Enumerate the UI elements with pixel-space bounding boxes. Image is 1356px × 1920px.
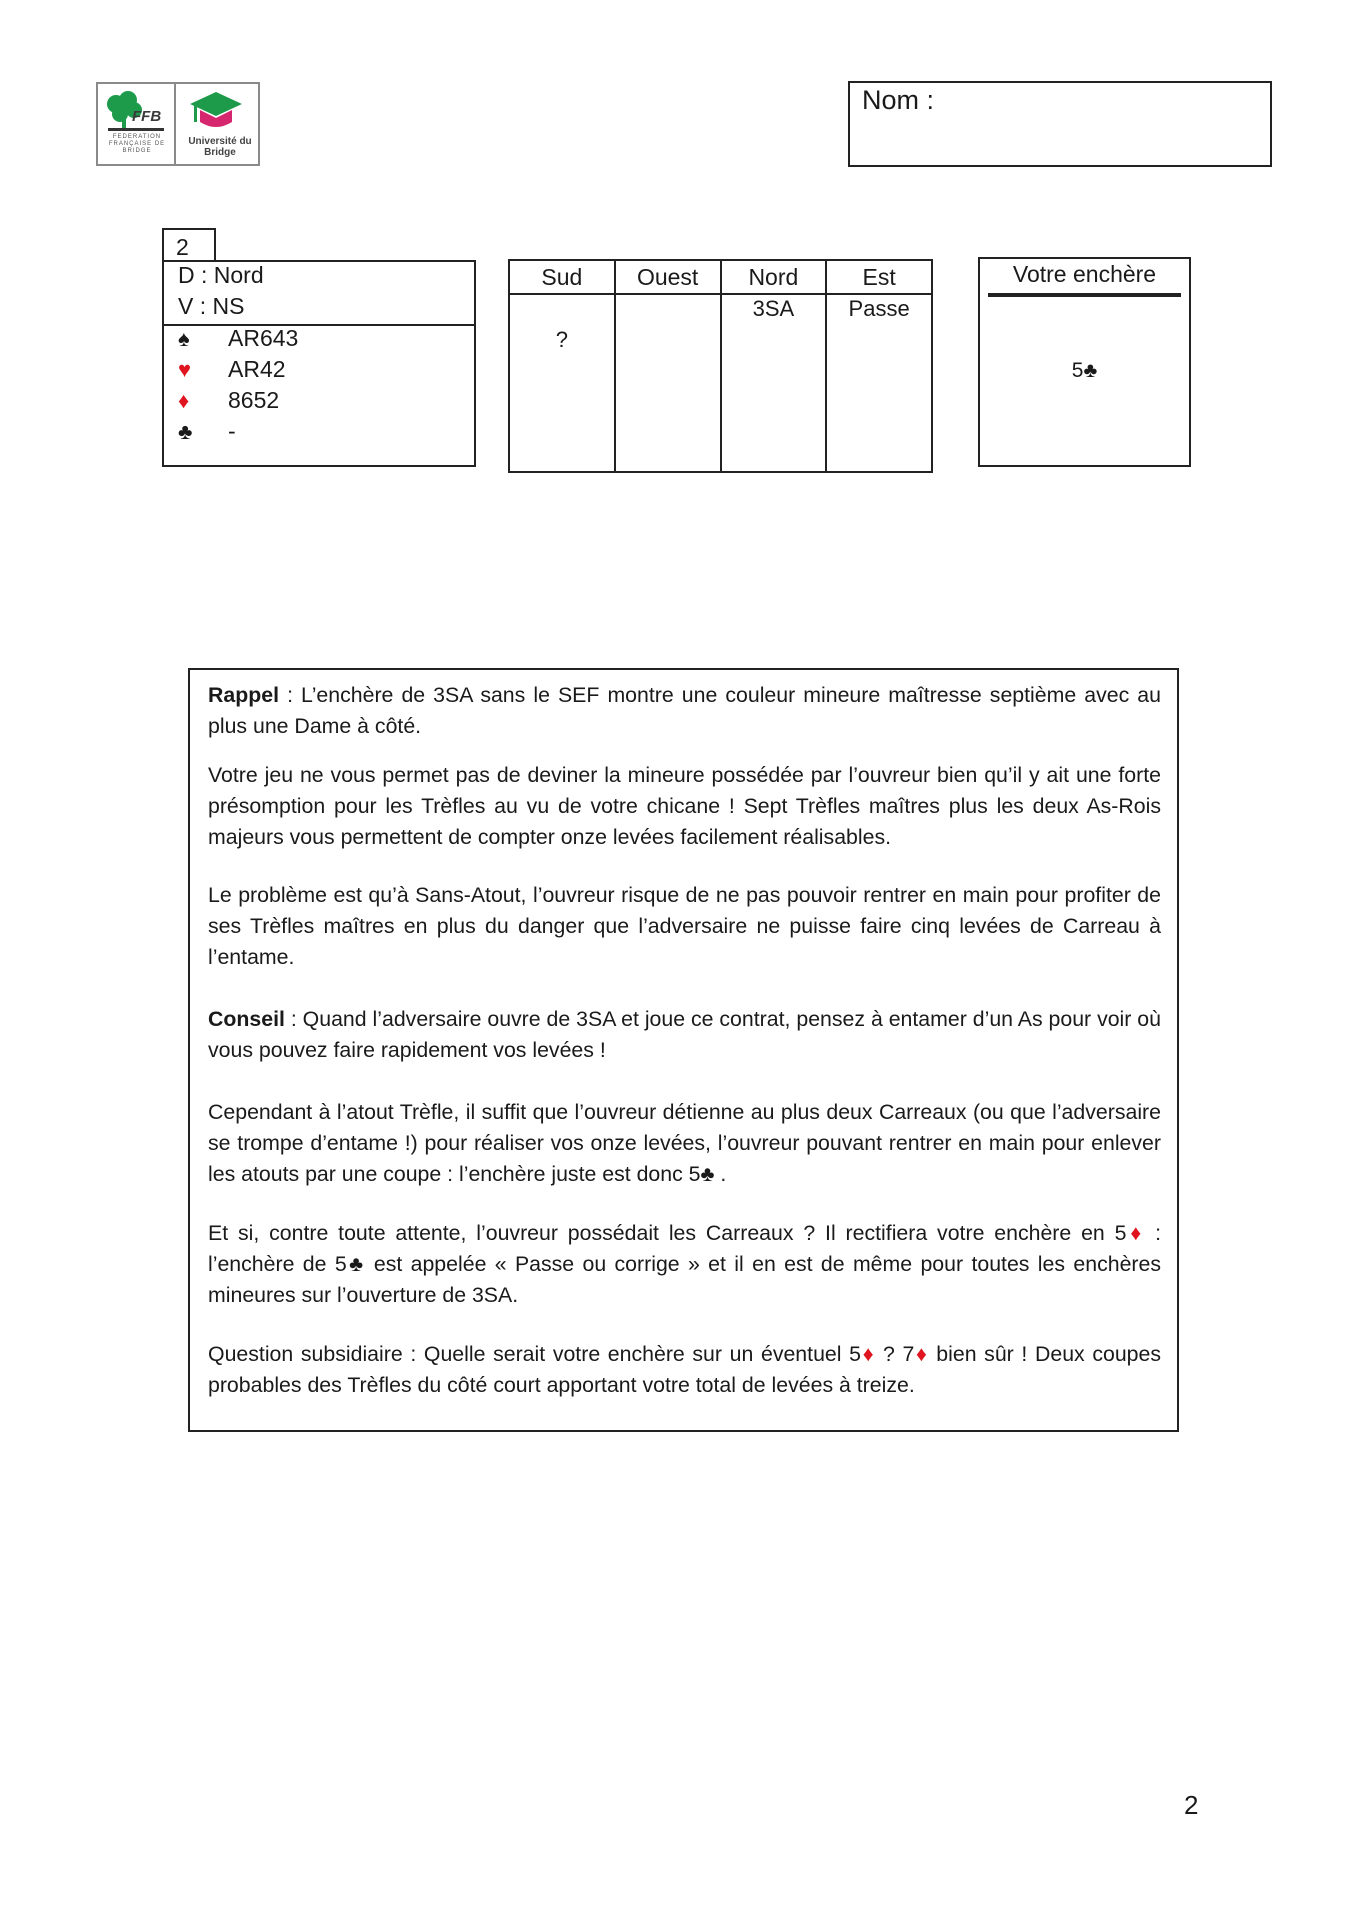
hand-divider [164,324,474,326]
spade-icon: ♠ [178,326,190,351]
p7-text-a: Question subsidiaire : Quelle serait votre enchère sur un éventuel 5 [208,1342,861,1366]
spade-holding: AR643 [228,325,299,351]
conseil-label: Conseil [208,1007,285,1031]
header-sud: Sud [510,261,614,295]
paragraph-2: Votre jeu ne vous permet pas de deviner la mineure possédée par l’ouvreur bien qu’il y ait une forte présomption pour les Trèfles au vu de votre chicane ! Sept Trèfles maîtres plus les deux As-Rois majeurs vous permettent de compter onze levées facilement réalisables. [208,763,1161,849]
nord-bid: 3SA [752,296,795,321]
column-nord [722,261,828,471]
paragraph-rappel [208,680,1161,742]
graduation-cap-icon [188,90,244,134]
answer-box [978,257,1191,467]
paragraph-conseil [208,1004,1161,1066]
header-est: Est [827,261,931,295]
name-field[interactable] [848,81,1272,167]
header-ouest: Ouest [616,261,720,295]
rappel-text: : L’enchère de 3SA sans le SEF montre une couleur mineure maîtresse septième avec au plus une Dame à côté. [208,683,1161,738]
heart-icon: ♥ [178,357,192,382]
ub-logo-part [176,84,258,164]
rappel-label: Rappel [208,683,280,707]
paragraph-6 [208,1218,1161,1311]
p6-text-b: : l’enchère de 5♣ est appelée « Passe ou corrige » et il en est de même pour toutes les enchères mineures sur l’ouverture de 3SA. [208,1221,1161,1307]
hand-box [162,260,476,467]
answer-value: 5♣ [1071,359,1098,382]
header-nord: Nord [722,261,826,295]
answer-underline [988,293,1181,297]
diamond-icon: ♦ [914,1342,929,1366]
conseil-text: : Quand l’adversaire ouvre de 3SA et joue ce contrat, pensez à entamer d’un As pour voir où vous pouvez faire rapidement vos levées ! [208,1007,1161,1062]
p7-text-c: bien sûr ! Deux coupes probables des Trèfles du côté court apportant votre total de levées à treize. [208,1342,1161,1397]
name-label: Nom : [862,85,935,115]
page-number: 2 [1184,1790,1199,1820]
paragraph-3: Le problème est qu’à Sans-Atout, l’ouvreur risque de ne pas pouvoir rentrer en main pour profiter de ses Trèfles maîtres en plus du danger que l’adversaire ne puisse faire cinq levées de Carreau à l’entame. [208,883,1161,969]
club-icon: ♣ [178,419,193,444]
diamond-icon: ♦ [860,1342,876,1366]
board-number: 2 [162,228,216,262]
column-ouest [616,261,722,471]
diamond-icon: ♦ [178,388,190,413]
bidding-table [508,259,933,473]
ub-text: Université du Bridge [188,136,252,158]
vulnerability: V : NS [178,293,245,319]
ffb-logo [96,82,260,166]
ffb-text: FFB [132,108,162,125]
p7-text-b: ? 7 [875,1342,915,1366]
diamond-icon: ♦ [1126,1221,1146,1245]
sud-bid: ? [555,327,568,352]
est-bid: Passe [848,296,910,321]
paragraph-question [208,1339,1161,1401]
ffb-subtitle: FEDERATION FRANÇAISE DE BRIDGE [108,134,166,154]
diamond-holding: 8652 [228,387,280,413]
explanation-box [188,668,1179,1432]
club-holding: - [228,418,236,444]
ffb-logo-part [98,84,176,164]
answer-title: Votre enchère [1012,261,1157,287]
heart-holding: AR42 [228,356,286,382]
column-sud [510,261,616,471]
paragraph-5: Cependant à l’atout Trèfle, il suffit que l’ouvreur détienne au plus deux Carreaux (ou que l’adversaire se trompe d’entame !) pour réaliser vos onze levées, l’ouvreur pouvant rentrer en main pour enlever les atouts par une coupe : l’enchère juste est donc 5♣ . [208,1100,1161,1186]
dealer: D : Nord [178,262,264,288]
p6-text-a: Et si, contre toute attente, l’ouvreur possédait les Carreaux ? Il rectifiera votre enchère en 5 [208,1221,1127,1245]
column-est [827,261,931,471]
